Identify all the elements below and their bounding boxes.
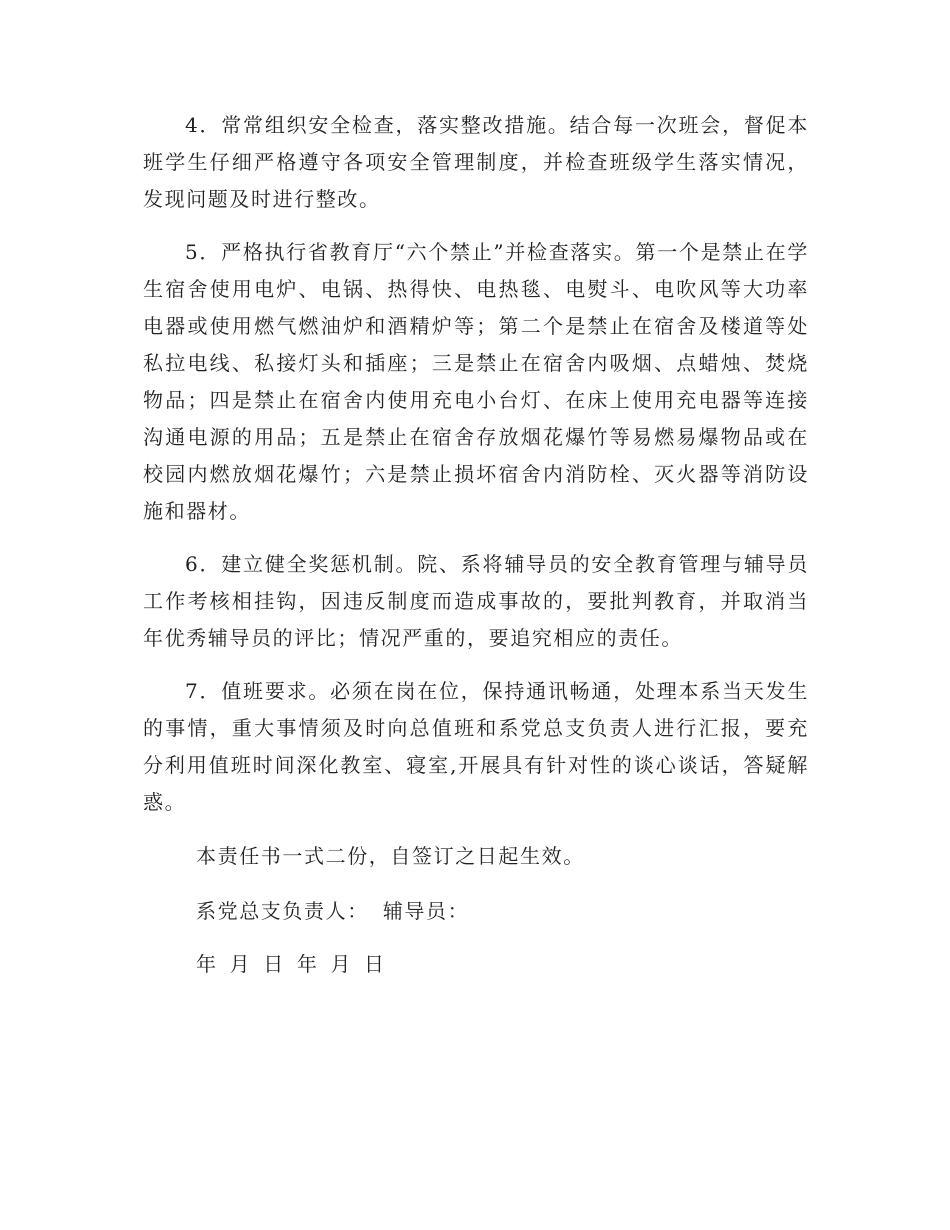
date-day-2: 日 [364, 952, 386, 976]
paragraph-item-7: 7．值班要求。必须在岗在位，保持通讯畅通，处理本系当天发生的事情，重大事情须及时向总值班和系党总支负责人进行汇报，要充分利用值班时间深化教室、寝室,开展具有针对性的谈心谈话，答疑解惑。 [143, 679, 809, 814]
paragraph-item-4: 4．常常组织安全检查，落实整改措施。结合每一次班会，督促本班学生仔细严格遵守各项安全管理制度，并检查班级学生落实情况，发现问题及时进行整改。 [143, 113, 809, 211]
paragraph-item-6: 6．建立健全奖惩机制。院、系将辅导员的安全教育管理与辅导员工作考核相挂钩，因违反制度而造成事故的，要批判教育，并取消当年优秀辅导员的评比；情况严重的，要追究相应的责任。 [143, 552, 809, 650]
date-year-1: 年 [196, 952, 218, 976]
party-leader-label: 系党总支负责人： [196, 899, 369, 923]
date-month-1: 月 [229, 952, 252, 976]
date-year-2: 年 [296, 952, 319, 976]
date-day-1: 日 [263, 952, 285, 976]
validity-note: 本责任书一式二份，自签订之日起生效。 [196, 844, 585, 868]
date-month-2: 月 [330, 952, 353, 976]
paragraph-item-5: 5．严格执行省教育厅“六个禁止”并检查落实。第一个是禁止在学生宿舍使用电炉、电锅、热得快、电热毯、电熨斗、电吹风等大功率电器或使用燃气燃油炉和酒精炉等；第二个是禁止在宿舍及楼道等处私拉电线、私接灯头和插座；三是禁止在宿舍内吸烟、点蜡烛、焚烧物品；四是禁止在宿舍内使用充电小台灯、在床上使用充电器等连接沟通电源的用品；五是禁止在宿舍存放烟花爆竹等易燃易爆物品或在校园内燃放烟花爆竹；六是禁止损坏宿舍内消防栓、灭火器等消防设施和器材。 [143, 240, 809, 523]
counselor-label: 辅导员： [382, 899, 470, 923]
date-line [196, 946, 386, 983]
signature-line [196, 893, 469, 930]
